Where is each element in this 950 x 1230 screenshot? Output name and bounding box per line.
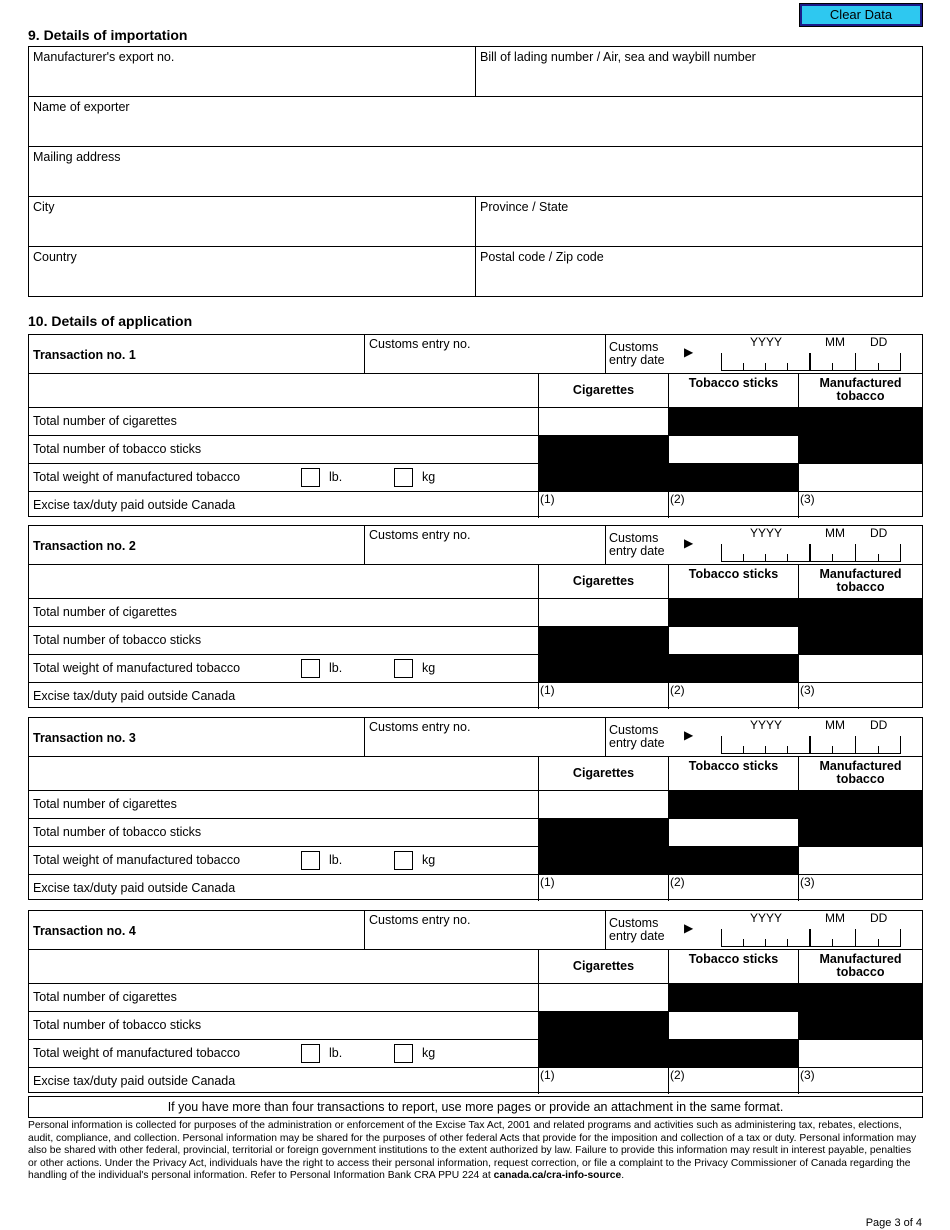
privacy-link[interactable]: canada.ca/cra-info-source — [493, 1170, 622, 1181]
exporter-name-label: Name of exporter — [33, 100, 130, 114]
col-num-2: (2) — [670, 875, 685, 889]
blocked-cell — [669, 407, 922, 436]
country-label: Country — [33, 250, 77, 264]
kg-label: kg — [422, 661, 436, 675]
transaction-block-1 — [28, 334, 923, 517]
bill-of-lading-label: Bill of lading number / Air, sea and waybill number — [480, 50, 756, 64]
cigarettes-count-input[interactable] — [539, 984, 668, 1011]
blocked-cell — [538, 1011, 669, 1068]
export-no-field[interactable] — [29, 47, 475, 96]
row-sticks-label: Total number of tobacco sticks — [33, 633, 202, 647]
postal-label: Postal code / Zip code — [480, 250, 604, 264]
yyyy-label: YYYY — [750, 911, 783, 925]
col-tobacco-sticks: Tobacco sticks — [688, 376, 779, 390]
excise-cigarettes-input[interactable] — [539, 683, 668, 709]
row-sticks-label: Total number of tobacco sticks — [33, 825, 202, 839]
tobacco-weight-input[interactable] — [799, 655, 922, 682]
blocked-cell — [798, 818, 922, 847]
sticks-count-input[interactable] — [669, 627, 798, 654]
row-sticks-label: Total number of tobacco sticks — [33, 442, 202, 456]
col-num-3: (3) — [800, 683, 815, 697]
customs-entry-date-input[interactable] — [721, 542, 901, 562]
lb-checkbox[interactable] — [301, 851, 320, 870]
row-weight-label: Total weight of manufactured tobacco — [33, 1046, 241, 1060]
customs-entry-no-field[interactable] — [365, 335, 605, 373]
transaction-block-4 — [28, 910, 923, 1093]
sticks-count-input[interactable] — [669, 436, 798, 463]
blocked-cell — [668, 846, 799, 875]
lb-label: lb. — [329, 470, 343, 484]
excise-tobacco-input[interactable] — [799, 1068, 922, 1094]
excise-tobacco-input[interactable] — [799, 875, 922, 901]
sticks-count-input[interactable] — [669, 819, 798, 846]
yyyy-label: YYYY — [750, 526, 783, 540]
col-manufactured-tobacco: Manufactured tobacco — [819, 952, 902, 979]
row-cigarettes-label: Total number of cigarettes — [33, 414, 177, 428]
sticks-count-input[interactable] — [669, 1012, 798, 1039]
row-weight-label: Total weight of manufactured tobacco — [33, 470, 241, 484]
kg-checkbox[interactable] — [394, 851, 413, 870]
col-tobacco-sticks: Tobacco sticks — [688, 567, 779, 581]
cigarettes-count-input[interactable] — [539, 599, 668, 626]
col-cigarettes: Cigarettes — [572, 766, 635, 780]
mailing-address-field[interactable] — [29, 147, 922, 196]
dd-label: DD — [870, 718, 888, 732]
mm-label: MM — [825, 718, 845, 732]
page-number: Page 3 of 4 — [865, 1217, 922, 1229]
customs-entry-date-label: Customs entry date — [609, 531, 665, 558]
more-transactions-text: If you have more than four transactions to report, use more pages or provide an attachment in the same format. — [167, 1100, 784, 1114]
dd-label: DD — [870, 911, 888, 925]
kg-checkbox[interactable] — [394, 1044, 413, 1063]
blocked-cell — [669, 598, 922, 627]
country-field[interactable] — [29, 247, 475, 296]
lb-checkbox[interactable] — [301, 1044, 320, 1063]
blocked-cell — [668, 654, 799, 683]
dd-label: DD — [870, 335, 888, 349]
customs-entry-no-field[interactable] — [365, 911, 605, 949]
customs-entry-no-label: Customs entry no. — [369, 913, 471, 927]
kg-checkbox[interactable] — [394, 468, 413, 487]
province-field[interactable] — [476, 197, 922, 246]
blocked-cell — [798, 435, 922, 464]
city-field[interactable] — [29, 197, 475, 246]
col-num-1: (1) — [540, 492, 555, 506]
transaction-title: Transaction no. 1 — [33, 348, 136, 362]
blocked-cell — [669, 790, 922, 819]
kg-label: kg — [422, 470, 436, 484]
col-manufactured-tobacco: Manufactured tobacco — [819, 376, 902, 403]
privacy-notice-text: Personal information is collected for purposes of the administration or enforcement of the Excise Tax Act, 2001 and related programs and activities such as administering tax, rebates, elections, audit, compliance, and collection. Personal information may be shared for the purposes of other federal Acts that provide for the imposition and collection of a tax or duty. Personal information may also be shared with other federal, provincial, territorial or foreign government institutions to the extent authorized by law. Failure to provide this information may result in interest payable, penalties or other actions. Under the Privacy Act, individuals have the right to access their personal information, request correction, or file a complaint to the Privacy Commissioner of Canada regarding the handling of the individual's personal information. Refer to Personal Information Bank CRA PPU 224 at — [28, 1120, 917, 1181]
postal-field[interactable] — [476, 247, 922, 296]
row-cigarettes-label: Total number of cigarettes — [33, 797, 177, 811]
importation-details-table — [28, 46, 923, 297]
col-num-3: (3) — [800, 492, 815, 506]
blocked-cell — [538, 818, 669, 875]
customs-entry-date-label: Customs entry date — [609, 340, 665, 367]
blocked-cell — [538, 626, 669, 683]
cigarettes-count-input[interactable] — [539, 408, 668, 435]
privacy-notice: Personal information is collected for purposes of the administration or enforcement of the Excise Tax Act, 2001 and related programs and activities such as administering tax, rebates, elections, audit, compliance, and collection. Personal information may be shared for the purposes of other federal Acts that provide for the imposition and collection of a tax or duty. Personal information may also be shared with other federal, provincial, territorial or foreign government institutions to the extent authorized by law. Failure to provide this information may result in interest payable, penalties or other actions. Under the Privacy Act, individuals have the right to access their personal information, request correction, or file a complaint to the Privacy Commissioner of Canada regarding the handling of the individual's personal information. Refer to Personal Information Bank CRA PPU 224 at canada.ca/cra-info-source. — [28, 1120, 917, 1181]
transaction-title: Transaction no. 2 — [33, 539, 136, 553]
col-tobacco-sticks: Tobacco sticks — [688, 952, 779, 966]
excise-cigarettes-input[interactable] — [539, 492, 668, 518]
excise-sticks-input[interactable] — [669, 683, 798, 709]
transaction-title: Transaction no. 4 — [33, 924, 136, 938]
col-cigarettes: Cigarettes — [572, 383, 635, 397]
excise-sticks-input[interactable] — [669, 492, 798, 518]
bill-of-lading-field[interactable] — [476, 47, 922, 96]
blocked-cell — [798, 1011, 922, 1040]
yyyy-label: YYYY — [750, 335, 783, 349]
mm-label: MM — [825, 335, 845, 349]
customs-entry-no-label: Customs entry no. — [369, 337, 471, 351]
blocked-cell — [669, 983, 922, 1012]
row-excise-label: Excise tax/duty paid outside Canada — [33, 498, 236, 512]
more-transactions-note — [28, 1096, 923, 1118]
customs-entry-no-label: Customs entry no. — [369, 528, 471, 542]
cigarettes-count-input[interactable] — [539, 791, 668, 818]
row-cigarettes-label: Total number of cigarettes — [33, 990, 177, 1004]
customs-entry-no-field[interactable] — [365, 718, 605, 756]
transaction-block-3 — [28, 717, 923, 900]
dd-label: DD — [870, 526, 888, 540]
arrow-icon: ▶ — [684, 536, 694, 550]
section-9-title: 9. Details of importation — [28, 27, 188, 43]
blocked-cell — [668, 1039, 799, 1068]
lb-label: lb. — [329, 1046, 343, 1060]
customs-entry-date-input[interactable] — [721, 734, 901, 754]
customs-entry-no-field[interactable] — [365, 526, 605, 564]
col-num-1: (1) — [540, 1068, 555, 1082]
col-tobacco-sticks: Tobacco sticks — [688, 759, 779, 773]
arrow-icon: ▶ — [684, 728, 694, 742]
excise-cigarettes-input[interactable] — [539, 875, 668, 901]
excise-sticks-input[interactable] — [669, 875, 798, 901]
arrow-icon: ▶ — [684, 921, 694, 935]
excise-tobacco-input[interactable] — [799, 683, 922, 709]
exporter-name-field[interactable] — [29, 97, 922, 146]
section-10-title: 10. Details of application — [28, 313, 193, 329]
kg-label: kg — [422, 853, 436, 867]
col-num-2: (2) — [670, 492, 685, 506]
tobacco-weight-input[interactable] — [799, 847, 922, 874]
lb-checkbox[interactable] — [301, 468, 320, 487]
row-weight-label: Total weight of manufactured tobacco — [33, 853, 241, 867]
col-num-2: (2) — [670, 1068, 685, 1082]
customs-entry-date-label: Customs entry date — [609, 916, 665, 943]
clear-data-button[interactable]: Clear Data — [800, 4, 922, 26]
customs-entry-date-input[interactable] — [721, 351, 901, 371]
mailing-address-label: Mailing address — [33, 150, 121, 164]
tobacco-weight-input[interactable] — [799, 1040, 922, 1067]
transaction-block-2 — [28, 525, 923, 708]
blocked-cell — [538, 435, 669, 492]
export-no-label: Manufacturer's export no. — [33, 50, 175, 64]
excise-sticks-input[interactable] — [669, 1068, 798, 1094]
lb-label: lb. — [329, 661, 343, 675]
customs-entry-date-input[interactable] — [721, 927, 901, 947]
city-label: City — [33, 200, 55, 214]
lb-checkbox[interactable] — [301, 659, 320, 678]
mm-label: MM — [825, 911, 845, 925]
excise-cigarettes-input[interactable] — [539, 1068, 668, 1094]
col-num-3: (3) — [800, 1068, 815, 1082]
row-excise-label: Excise tax/duty paid outside Canada — [33, 1074, 236, 1088]
excise-tobacco-input[interactable] — [799, 492, 922, 518]
col-manufactured-tobacco: Manufactured tobacco — [819, 759, 902, 786]
col-num-1: (1) — [540, 875, 555, 889]
transaction-title: Transaction no. 3 — [33, 731, 136, 745]
col-cigarettes: Cigarettes — [572, 959, 635, 973]
mm-label: MM — [825, 526, 845, 540]
yyyy-label: YYYY — [750, 718, 783, 732]
col-num-3: (3) — [800, 875, 815, 889]
arrow-icon: ▶ — [684, 345, 694, 359]
col-num-2: (2) — [670, 683, 685, 697]
row-weight-label: Total weight of manufactured tobacco — [33, 661, 241, 675]
customs-entry-date-label: Customs entry date — [609, 723, 665, 750]
blocked-cell — [668, 463, 799, 492]
lb-label: lb. — [329, 853, 343, 867]
row-sticks-label: Total number of tobacco sticks — [33, 1018, 202, 1032]
customs-entry-no-label: Customs entry no. — [369, 720, 471, 734]
kg-label: kg — [422, 1046, 436, 1060]
col-manufactured-tobacco: Manufactured tobacco — [819, 567, 902, 594]
tobacco-weight-input[interactable] — [799, 464, 922, 491]
col-num-1: (1) — [540, 683, 555, 697]
row-excise-label: Excise tax/duty paid outside Canada — [33, 689, 236, 703]
col-cigarettes: Cigarettes — [572, 574, 635, 588]
kg-checkbox[interactable] — [394, 659, 413, 678]
province-label: Province / State — [480, 200, 569, 214]
row-excise-label: Excise tax/duty paid outside Canada — [33, 881, 236, 895]
row-cigarettes-label: Total number of cigarettes — [33, 605, 177, 619]
blocked-cell — [798, 626, 922, 655]
